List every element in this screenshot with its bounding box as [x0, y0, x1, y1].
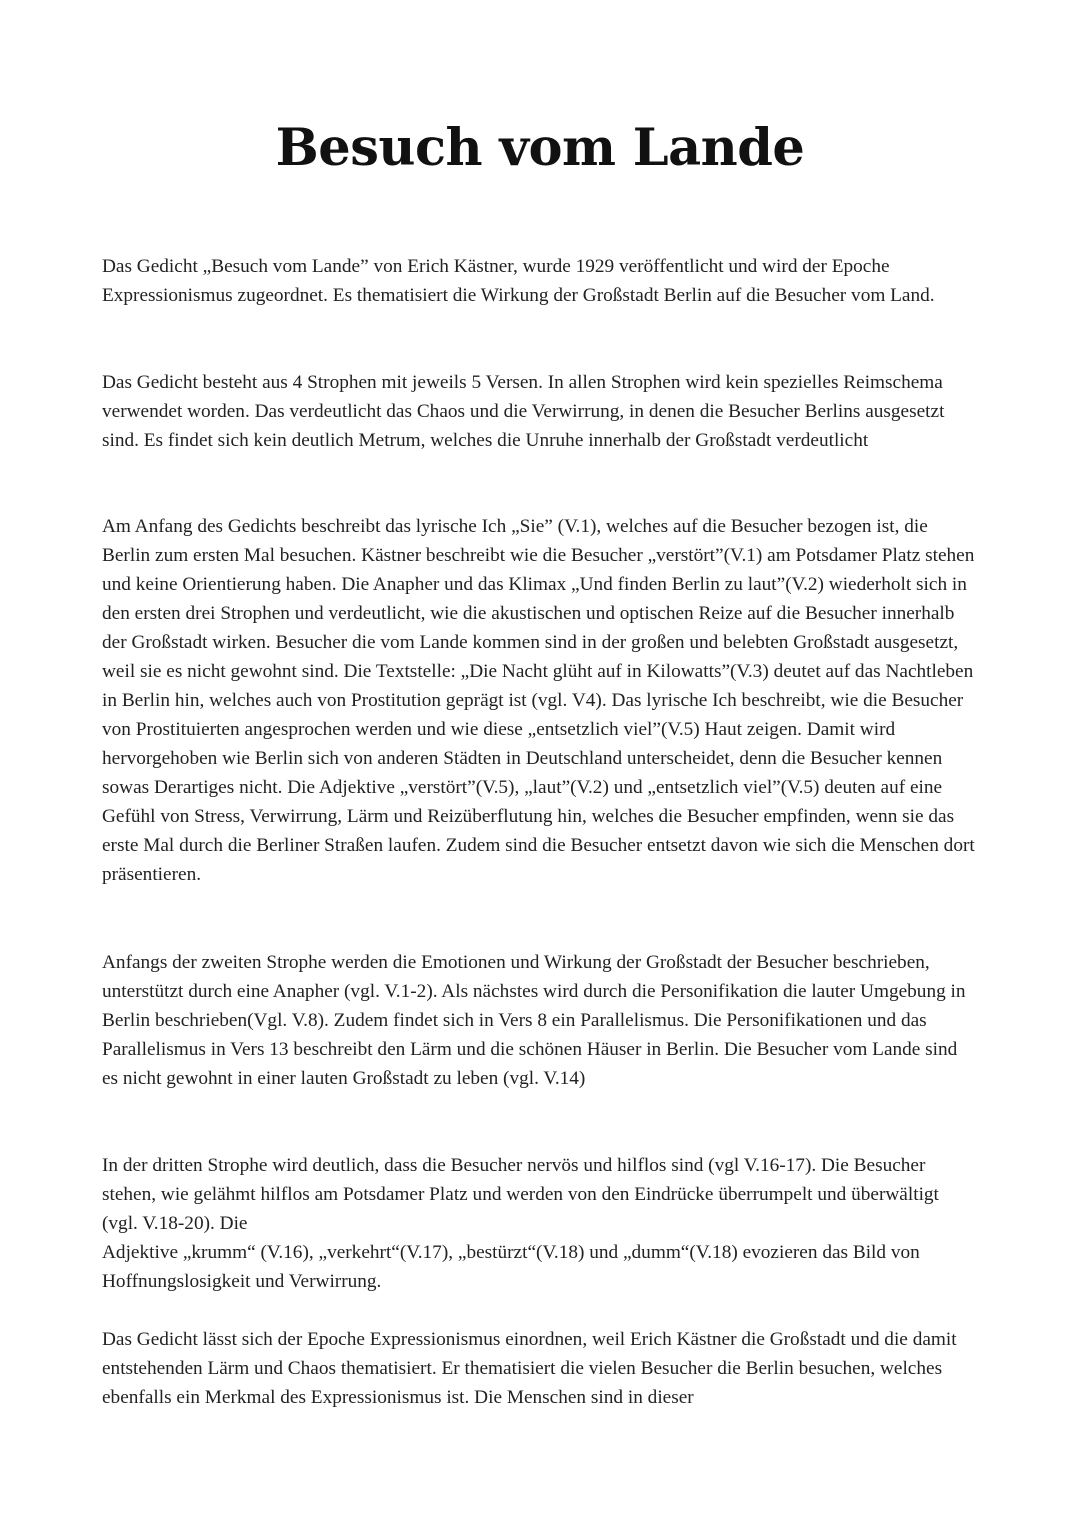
paragraph-first-stanza: Am Anfang des Gedichts beschreibt das lyrische Ich „Sie” (V.1), welches auf die Besucher bezogen ist, die Berlin zum ersten Mal besuchen. Kästner beschreibt wie die Besucher „verstört”(V.1) am Potsdamer Platz stehen und keine Orientierung haben. Die Anapher und das Klimax „Und finden Berlin zu laut”(V.2) wiederholt sich in den ersten drei Strophen und verdeutlicht, wie die akustischen und optischen Reize auf die Besucher innerhalb der Großstadt wirken. Besucher die vom Lande kommen sind in der großen und belebten Großstadt ausgesetzt, weil sie es nicht gewohnt sind. Die Textstelle: „Die Nacht glüht auf in Kilowatts”(V.3) deutet auf das Nachtleben in Berlin hin, welches auch von Prostitution geprägt ist (vgl. V4). Das lyrische Ich beschreibt, wie die Besucher von Prostituierten angesprochen werden und wie diese „entsetzlich viel”(V.5) Haut zeigen. Damit wird hervorgehoben wie Berlin sich von anderen Städten in Deutschland unterscheidet, denn die Besucher kennen sowas Derartiges nicht. Die Adjektive „verstört”(V.5), „laut”(V.2) und „entsetzlich viel”(V.5) deuten auf eine Gefühl von Stress, Verwirrung, Lärm und Reizüberflutung hin, welches die Besucher empfinden, wenn sie das erste Mal durch die Berliner Straßen laufen. Zudem sind die Besucher entsetzt davon wie sich die Menschen dort präsentieren. — [102, 516, 975, 885]
paragraph-form-analysis: Das Gedicht besteht aus 4 Strophen mit jeweils 5 Versen. In allen Strophen wird kein spezielles Reimschema verwendet worden. Das verdeutlicht das Chaos und die Verwirrung, in denen die Besucher Berlins ausgesetzt sind. Es findet sich kein deutlich Metrum, welches die Unruhe innerhalb der Großstadt verdeutlicht — [102, 372, 945, 451]
paragraph-epoch: Das Gedicht lässt sich der Epoche Expressionismus einordnen, weil Erich Kästner die Großstadt und die damit entstehenden Lärm und Chaos thematisiert. Er thematisiert die vielen Besucher die Berlin besuchen, welches ebenfalls ein Merkmal des Expressionismus ist. Die Menschen sind in dieser — [102, 1329, 957, 1408]
paragraph-introduction: Das Gedicht „Besuch vom Lande” von Erich Kästner, wurde 1929 veröffentlicht und wird der Epoche Expressionismus zugeordnet. Es thematisiert die Wirkung der Großstadt Berlin auf die Besucher vom Land. — [102, 256, 935, 306]
paragraph-third-stanza: In der dritten Strophe wird deutlich, dass die Besucher nervös und hilflos sind (vgl V.16-17). Die Besucher stehen, wie gelähmt hilflos am Potsdamer Platz und werden von den Eindrücke überrumpelt und überwältigt (vgl. V.18-20). Die Adjektive „krumm“ (V.16), „verkehrt“(V.17), „bestürzt“(V.18) und „dumm“(V.18) evozieren das Bild von Hoffnungslosigkeit und Verwirrung. — [102, 1155, 939, 1292]
paragraph-second-stanza: Anfangs der zweiten Strophe werden die Emotionen und Wirkung der Großstadt der Besucher beschrieben, unterstützt durch eine Anapher (vgl. V.1-2). Als nächstes wird durch die Personifikation die lauter Umgebung in Berlin beschrieben(Vgl. V.8). Zudem findet sich in Vers 8 ein Parallelismus. Die Personifikationen und das Parallelismus in Vers 13 beschreibt den Lärm und die schönen Häuser in Berlin. Die Besucher vom Lande sind es nicht gewohnt in einer lauten Großstadt zu leben (vgl. V.14) — [102, 952, 966, 1089]
document-title: Besuch vom Lande — [275, 118, 805, 178]
